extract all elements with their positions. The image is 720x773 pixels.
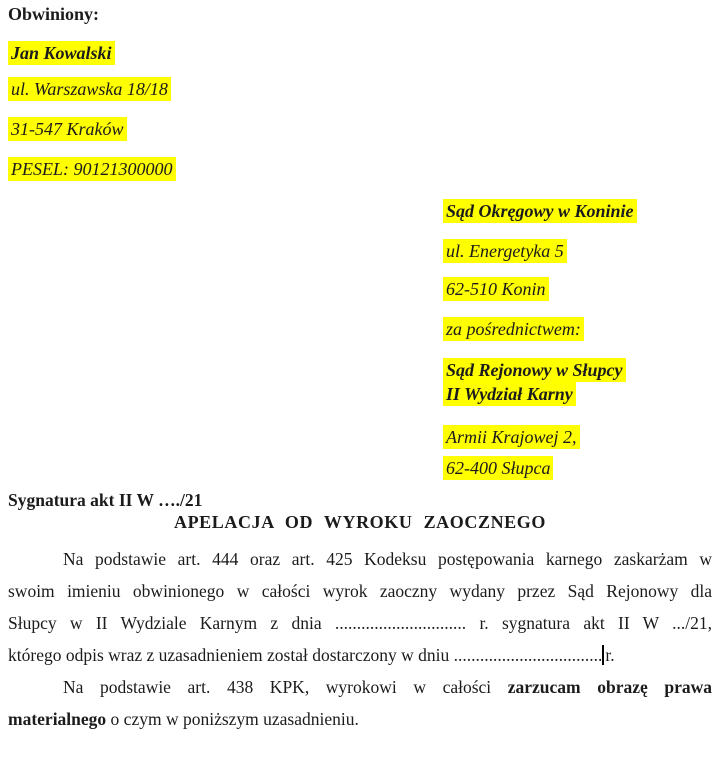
district-court-name-1: Sąd Rejonowy w Słupcy: [443, 358, 626, 382]
district-court-name-2: II Wydział Karny: [443, 382, 576, 406]
case-number: Sygnatura akt II W …./21: [8, 490, 203, 510]
district-court-street: Armii Krajowej 2,: [443, 425, 580, 449]
defendant-street-line: [8, 78, 712, 100]
paragraph-1-line-1: Na podstawie art. 444 oraz art. 425 Kodeksu postępowania karnego zaskarżam w: [63, 549, 712, 569]
appeal-court-street: ul. Energetyka 5: [443, 239, 567, 263]
paragraph-2-line-1: [8, 671, 712, 703]
paragraph-1-line-3: Słupcy w II Wydziale Karnym z dnia .............................. r. sygnatura akt II W .../21,: [8, 613, 712, 633]
document-title: APELACJA OD WYROKU ZAOCZNEGO: [173, 512, 546, 532]
district-court-name-line: [443, 358, 712, 406]
defendant-name: Jan Kowalski: [8, 41, 115, 65]
charge-bold-text-1: zarzucam obrazę prawa: [507, 677, 712, 697]
appeal-court-city: 62-510 Konin: [443, 277, 549, 301]
defendant-pesel-line: [8, 158, 712, 180]
appeal-court-city-line: [443, 278, 712, 300]
defendant-street: ul. Warszawska 18/18: [8, 77, 171, 101]
defendant-name-line: [8, 42, 712, 64]
paragraph-1: [8, 543, 712, 671]
paragraph-1-line-2: swoim imieniu obwinionego w całości wyrok zaoczny wydany przez Sąd Rejonowy dla: [8, 581, 712, 601]
defendant-pesel: PESEL: 90121300000: [8, 157, 176, 181]
paragraph-2-normal-text: Na podstawie art. 438 KPK, wyrokowi w całości: [63, 677, 508, 697]
paragraph-2-closing-text: o czym w poniższym uzasadnieniu.: [106, 709, 359, 729]
appeal-court-name-line: [443, 200, 712, 222]
appeal-court-street-line: [443, 240, 712, 262]
defendant-label: Obwiniony:: [8, 4, 100, 24]
district-court-address-line: [443, 422, 712, 484]
court-address-block: [443, 200, 712, 484]
charge-bold-text-2: materialnego: [8, 709, 107, 729]
defendant-city: 31-547 Kraków: [8, 117, 127, 141]
via-label: za pośrednictwem:: [443, 317, 584, 341]
defendant-city-line: [8, 118, 712, 140]
delivery-date-suffix: r.: [605, 645, 615, 665]
district-court-city: 62-400 Słupca: [443, 456, 553, 480]
delivery-date-text: którego odpis wraz z uzasadnieniem został dostarczony w dniu ..................................: [8, 645, 603, 665]
paragraph-2-line-2: [8, 703, 712, 735]
paragraph-2: [8, 671, 712, 735]
appeal-court-name: Sąd Okręgowy w Koninie: [443, 199, 637, 223]
via-label-line: [443, 318, 712, 340]
paragraph-1-line-4: [8, 639, 712, 671]
